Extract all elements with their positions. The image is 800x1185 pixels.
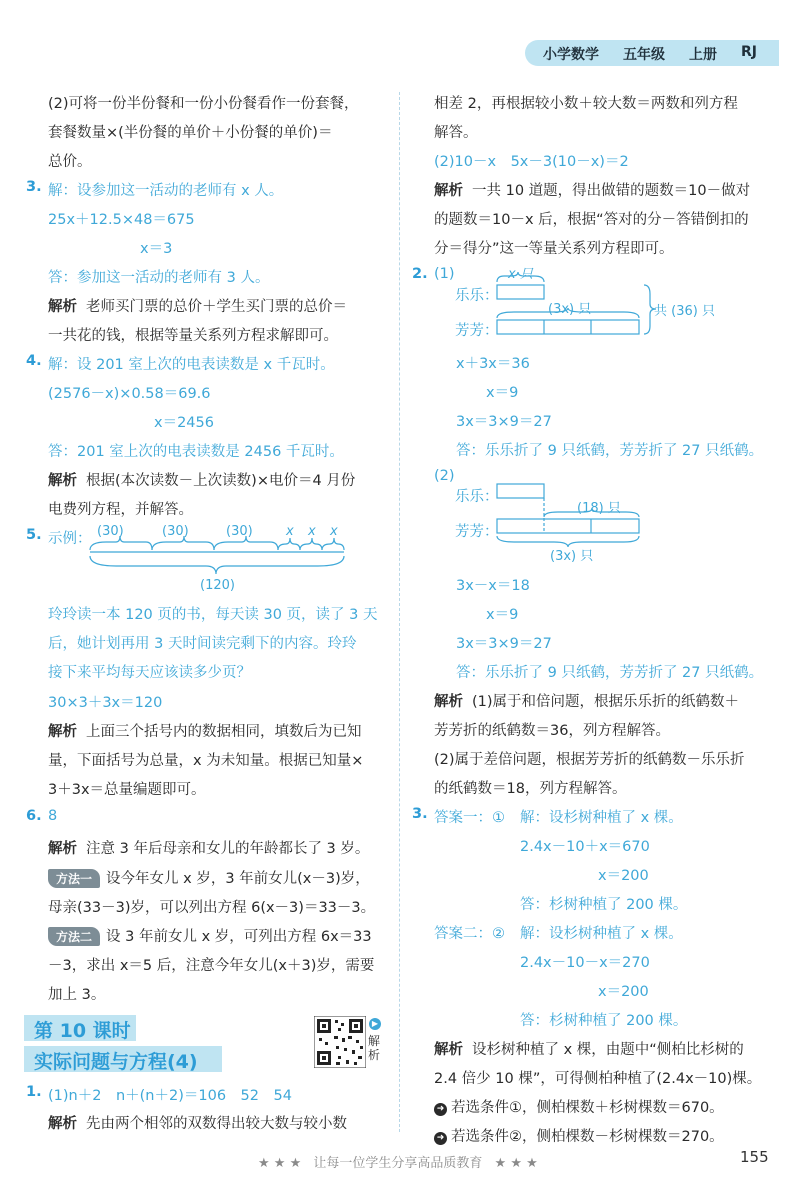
text-line: －3，求出 x＝5 后，注意今年女儿(x＋3)岁，需要 [48,958,375,974]
example-label: 示例： [48,531,92,547]
text-line: 加上 3。 [48,987,106,1003]
question-number: 3. [26,179,42,195]
qr-label: 解析 [368,1034,381,1062]
brace-bottom [90,556,344,574]
method-two-line [48,925,372,946]
equation: 2.4x－10＋x＝670 [520,839,650,855]
equation: x＝2456 [154,415,214,431]
equation: x＝9 [486,607,519,623]
diagram-name-label: 芳芳： [455,524,499,540]
analysis-text: 上面三个括号内的数据相同，填数后为已知 [86,724,362,740]
method-one-line [48,867,370,888]
condition-text: 若选条件①，侧柏棵数＋杉树棵数＝670。 [451,1100,724,1116]
analysis-text: 的题数＝10－x 后，根据“答对的分－答错倒扣的 [434,212,749,228]
text-line: 总价。 [48,154,92,170]
question-number: 4. [26,353,42,369]
play-icon: ▶ [369,1018,381,1030]
answer-line: (1)n＋2 n＋(n＋2)＝106 52 54 [48,1088,292,1104]
analysis-label: 解析 [434,694,463,710]
equation: x＝9 [486,385,519,401]
bar-fangfang [497,519,639,533]
equation: 3x＝3×9＝27 [456,636,552,652]
analysis-text: 根据(本次读数－上次读数)×电价＝4 月份 [86,473,356,489]
analysis-text: 先由两个相邻的双数得出较大数与较小数 [86,1116,347,1132]
lesson-number: 第 10 课时 [34,1020,131,1042]
bar-fangfang [497,320,639,334]
equation: x＋3x＝36 [456,356,530,372]
method-tag: 方法一 [48,869,100,888]
answer-line: 解：设杉树种植了 x 棵。 [520,810,683,826]
bar-lele [497,285,544,299]
equation: x＝200 [598,984,649,1000]
text-line: (2)可将一份半份餐和一份小份餐看作一份套餐， [48,96,359,112]
header-grade: 五年级 [623,47,665,63]
analysis-text: 量，下面括号为总量，x 为未知量。根据已知量× [48,753,364,769]
question-number: 1. [26,1084,42,1100]
analysis-text: 一共花的钱，根据等量关系列方程求解即可。 [48,328,338,344]
analysis-text: 芳芳折的纸鹤数＝36，列方程解答。 [434,723,670,739]
arrow-right-icon: ➜ [434,1132,447,1145]
condition-line [434,1125,724,1146]
analysis-text: 设杉树种植了 x 棵，由题中“侧柏比杉树的 [472,1042,744,1058]
sub-question-label: (2) [434,468,455,484]
answer-line: 答：杉树种植了 200 棵。 [520,897,688,913]
sub-question-label: (1) [434,266,455,282]
answer-line: 答：乐乐折了 9 只纸鹤，芳芳折了 27 只纸鹤。 [456,665,764,681]
answer-line: 答：201 室上次的电表读数是 2456 千瓦时。 [48,444,344,460]
equation: (2576－x)×0.58＝69.6 [48,386,211,402]
lesson-number-banner [24,1015,136,1041]
diagram-label: (30) [97,524,124,539]
equation: x＝200 [598,868,649,884]
brace-top-6 [322,538,344,550]
method-text: 设 3 年前女儿 x 岁，可列出方程 6x＝33 [106,929,372,945]
arrow-right-icon: ➜ [434,1103,447,1116]
analysis-label: 解析 [48,299,77,315]
lesson-title-banner [24,1046,222,1072]
equation: 2.4x－10－x＝270 [520,955,650,971]
question-number: 3. [412,806,428,822]
answer-option-label: 答案二：② [434,926,505,942]
analysis-text: 分＝得分”这一等量关系列方程即可。 [434,241,674,257]
problem-text: 接下来平均每天应该读多少页？ [48,665,251,681]
analysis-text: 一共 10 道题，得出做错的题数＝10－做对 [472,183,751,199]
brace-top-5 [300,538,322,550]
equation: 3x＝3×9＝27 [456,414,552,430]
answer-line: (2)10－x 5x－3(10－x)＝2 [434,154,629,170]
answer-line: 解：设杉树种植了 x 棵。 [520,926,683,942]
question-number: 5. [26,527,42,543]
problem-text: 后，她计划再用 3 天时间读完剩下的内容。玲玲 [48,636,357,652]
analysis-text: 注意 3 年后母亲和女儿的年龄都长了 3 岁。 [86,841,370,857]
column-divider [399,92,400,1132]
page-number: 155 [740,1148,769,1166]
diagram-name-label: 芳芳： [455,323,499,339]
header-subject: 小学数学 [543,47,599,63]
analysis-text: 3＋3x＝总量编题即可。 [48,782,206,798]
diagram-name-label: 乐乐： [455,288,499,304]
text-line: 套餐数量×(半份餐的单价＋小份餐的单价)＝ [48,125,333,141]
diagram-label: (30) [226,524,253,539]
answer-line: 答：杉树种植了 200 棵。 [520,1013,688,1029]
diagram-label: (3x) 只 [548,302,592,317]
page-header-tab [525,40,779,66]
method-tag: 方法二 [48,927,100,946]
analysis-label: 解析 [48,724,77,740]
answer-line: 解：设参加这一活动的老师有 x 人。 [48,183,284,199]
text-line: 母亲(33－3)岁，可以列出方程 6(x－3)＝33－3。 [48,900,376,916]
footer-stars-icon: ★ ★ ★ [258,1156,302,1171]
analysis-label: 解析 [48,841,77,857]
header-edition: RJ [741,44,757,60]
difference-multiple-diagram [494,478,654,552]
bar-lele [497,484,544,498]
analysis-text: 老师买门票的总价＋学生买门票的总价＝ [86,299,347,315]
diagram-total-label: (120) [200,578,235,593]
equation: x＝3 [140,241,173,257]
diagram-label: (30) [162,524,189,539]
diagram-label: 共 (36) 只 [654,304,715,319]
analysis-text: 的纸鹤数＝18，列方程解答。 [434,781,627,797]
diagram-label: x [330,524,338,539]
answer-option-label: 答案一：① [434,810,505,826]
analysis-text: (1)属于和倍问题，根据乐乐折的纸鹤数＋ [472,694,740,710]
analysis-label: 解析 [48,473,77,489]
answer-line: 解：设 201 室上次的电表读数是 x 千瓦时。 [48,357,335,373]
equation: 25x＋12.5×48＝675 [48,212,195,228]
diagram-label: (3x) 只 [550,549,594,564]
analysis-text: 2.4 倍少 10 棵”，可得侧柏种植了(2.4x－10)棵。 [434,1071,762,1087]
text-line: 解答。 [434,125,478,141]
equation: 3x－x＝18 [456,578,530,594]
qr-code[interactable] [314,1016,366,1068]
footer-slogan [258,1152,538,1171]
brace-top-4 [278,538,300,550]
diagram-label: (18) 只 [577,501,621,516]
footer-stars-icon: ★ ★ ★ [494,1156,538,1171]
lesson-title: 实际问题与方程(4) [34,1051,198,1073]
diagram-name-label: 乐乐： [455,489,499,505]
analysis-label: 解析 [434,183,463,199]
answer-line: 答：乐乐折了 9 只纸鹤，芳芳折了 27 只纸鹤。 [456,443,764,459]
footer-slogan-text: 让每一位学生分享高品质教育 [313,1156,483,1171]
text-line: 相差 2，再根据较小数＋较大数＝两数和列方程 [434,96,738,112]
diagram-label: x [286,524,294,539]
equation: 30×3＋3x＝120 [48,695,163,711]
analysis-label: 解析 [48,1116,77,1132]
analysis-text: 电费列方程，并解答。 [48,502,193,518]
question-number: 2. [412,266,428,282]
method-text: 设今年女儿 x 岁，3 年前女儿(x－3)岁， [106,871,370,887]
diagram-label: x 只 [508,267,533,282]
analysis-text: (2)属于差倍问题，根据芳芳折的纸鹤数－乐乐折 [434,752,745,768]
diagram-label: x [308,524,316,539]
condition-line [434,1096,724,1117]
analysis-label: 解析 [434,1042,463,1058]
condition-text: 若选条件②，侧柏棵数－杉树棵数＝270。 [451,1129,724,1145]
problem-text: 玲玲读一本 120 页的书，每天读 30 页，读了 3 天 [48,607,378,623]
header-volume: 上册 [689,47,717,63]
answer-line: 答：参加这一活动的老师有 3 人。 [48,270,270,286]
answer-line: 8 [48,808,58,824]
question-number: 6. [26,808,42,824]
